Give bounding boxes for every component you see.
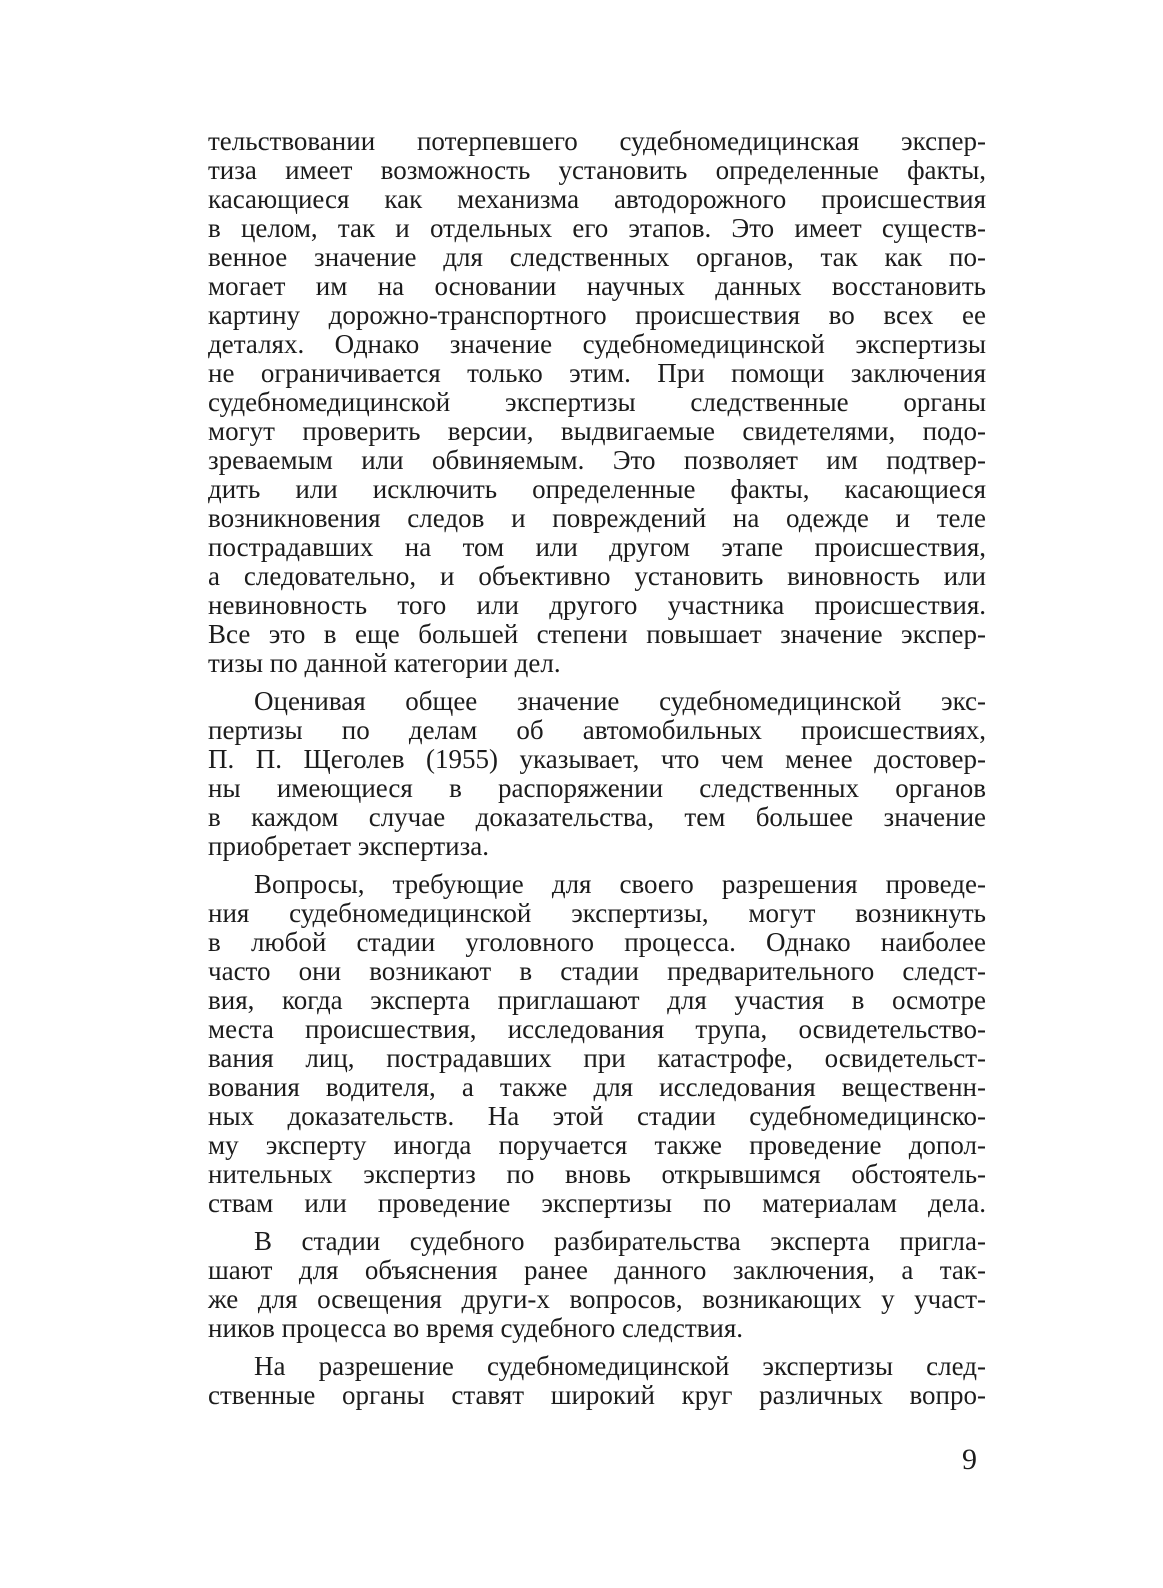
- text-line: В стадии судебного разбирательства эксперта пригла-: [254, 1226, 986, 1256]
- body-text: [208, 127, 986, 1410]
- paragraph-5: [208, 1352, 986, 1410]
- text-line: могут проверить версии, выдвигаемые свидетелями, подо-: [208, 416, 986, 446]
- text-line: вания лиц, пострадавших при катастрофе, освидетельст-: [208, 1043, 986, 1073]
- text-line: касающиеся как механизма автодорожного происшествия: [208, 184, 986, 214]
- paragraph-2: [208, 687, 986, 861]
- text-line: дить или исключить определенные факты, касающиеся: [208, 474, 986, 504]
- text-line: ния судебномедицинской экспертизы, могут возникнуть: [208, 898, 986, 928]
- text-line: деталях. Однако значение судебномедицинской экспертизы: [208, 329, 986, 359]
- text-line: вования водителя, а также для исследования вещественн-: [208, 1072, 986, 1102]
- text-line: в каждом случае доказательства, тем большее значение: [208, 802, 986, 832]
- text-line: зреваемым или обвиняемым. Это позволяет им подтвер-: [208, 445, 986, 475]
- text-line: ников процесса во время судебного следствия.: [208, 1313, 743, 1343]
- text-line: тиза имеет возможность установить определенные факты,: [208, 155, 986, 185]
- text-line: приобретает экспертиза.: [208, 831, 490, 861]
- text-line: ственные органы ставят широкий круг различных вопро-: [208, 1380, 986, 1410]
- paragraph-4: [208, 1227, 986, 1343]
- text-line: картину дорожно-транспортного происшествия во всех ее: [208, 300, 986, 330]
- text-line: ных доказательств. На этой стадии судебномедицинско-: [208, 1101, 986, 1131]
- text-line: невиновность того или другого участника происшествия.: [208, 590, 986, 620]
- text-line: венное значение для следственных органов, так как по-: [208, 242, 986, 272]
- text-line: в целом, так и отдельных его этапов. Это имеет существ-: [208, 213, 986, 243]
- text-line: в любой стадии уголовного процесса. Однако наиболее: [208, 927, 986, 957]
- paragraph-3: [208, 870, 986, 1218]
- text-line: нительных экспертиз по вновь открывшимся обстоятель-: [208, 1159, 986, 1189]
- text-line: Все это в еще большей степени повышает значение экспер-: [208, 619, 986, 649]
- text-line: вия, когда эксперта приглашают для участия в осмотре: [208, 985, 986, 1015]
- text-line: Вопросы, требующие для своего разрешения проведе-: [254, 869, 986, 899]
- text-line: П. П. Щеголев (1955) указывает, что чем менее достовер-: [208, 744, 986, 774]
- text-line: возникновения следов и повреждений на одежде и теле: [208, 503, 986, 533]
- text-line: пострадавших на том или другом этапе происшествия,: [208, 532, 986, 562]
- text-line: а следовательно, и объективно установить виновность или: [208, 561, 986, 591]
- text-line: ствам или проведение экспертизы по материалам дела.: [208, 1188, 986, 1218]
- text-line: шают для объяснения ранее данного заключения, а так-: [208, 1255, 986, 1285]
- text-line: судебномедицинской экспертизы следственные органы: [208, 387, 986, 417]
- text-line: На разрешение судебномедицинской экспертизы след-: [254, 1351, 986, 1381]
- text-line: же для освещения други-х вопросов, возникающих у участ-: [208, 1284, 986, 1314]
- paragraph-1: [208, 127, 986, 678]
- text-line: пертизы по делам об автомобильных происшествиях,: [208, 715, 986, 745]
- text-line: му эксперту иногда поручается также проведение допол-: [208, 1130, 986, 1160]
- text-line: места происшествия, исследования трупа, освидетельство-: [208, 1014, 986, 1044]
- text-line: не ограничивается только этим. При помощи заключения: [208, 358, 986, 388]
- text-line: часто они возникают в стадии предварительного следст-: [208, 956, 986, 986]
- text-line: тельствовании потерпевшего судебномедицинская экспер-: [208, 126, 986, 156]
- text-line: Оценивая общее значение судебномедицинской экс-: [254, 686, 986, 716]
- text-line: могает им на основании научных данных восстановить: [208, 271, 986, 301]
- text-line: тизы по данной категории дел.: [208, 648, 561, 678]
- text-line: ны имеющиеся в распоряжении следственных органов: [208, 773, 986, 803]
- page-number: 9: [962, 1443, 977, 1476]
